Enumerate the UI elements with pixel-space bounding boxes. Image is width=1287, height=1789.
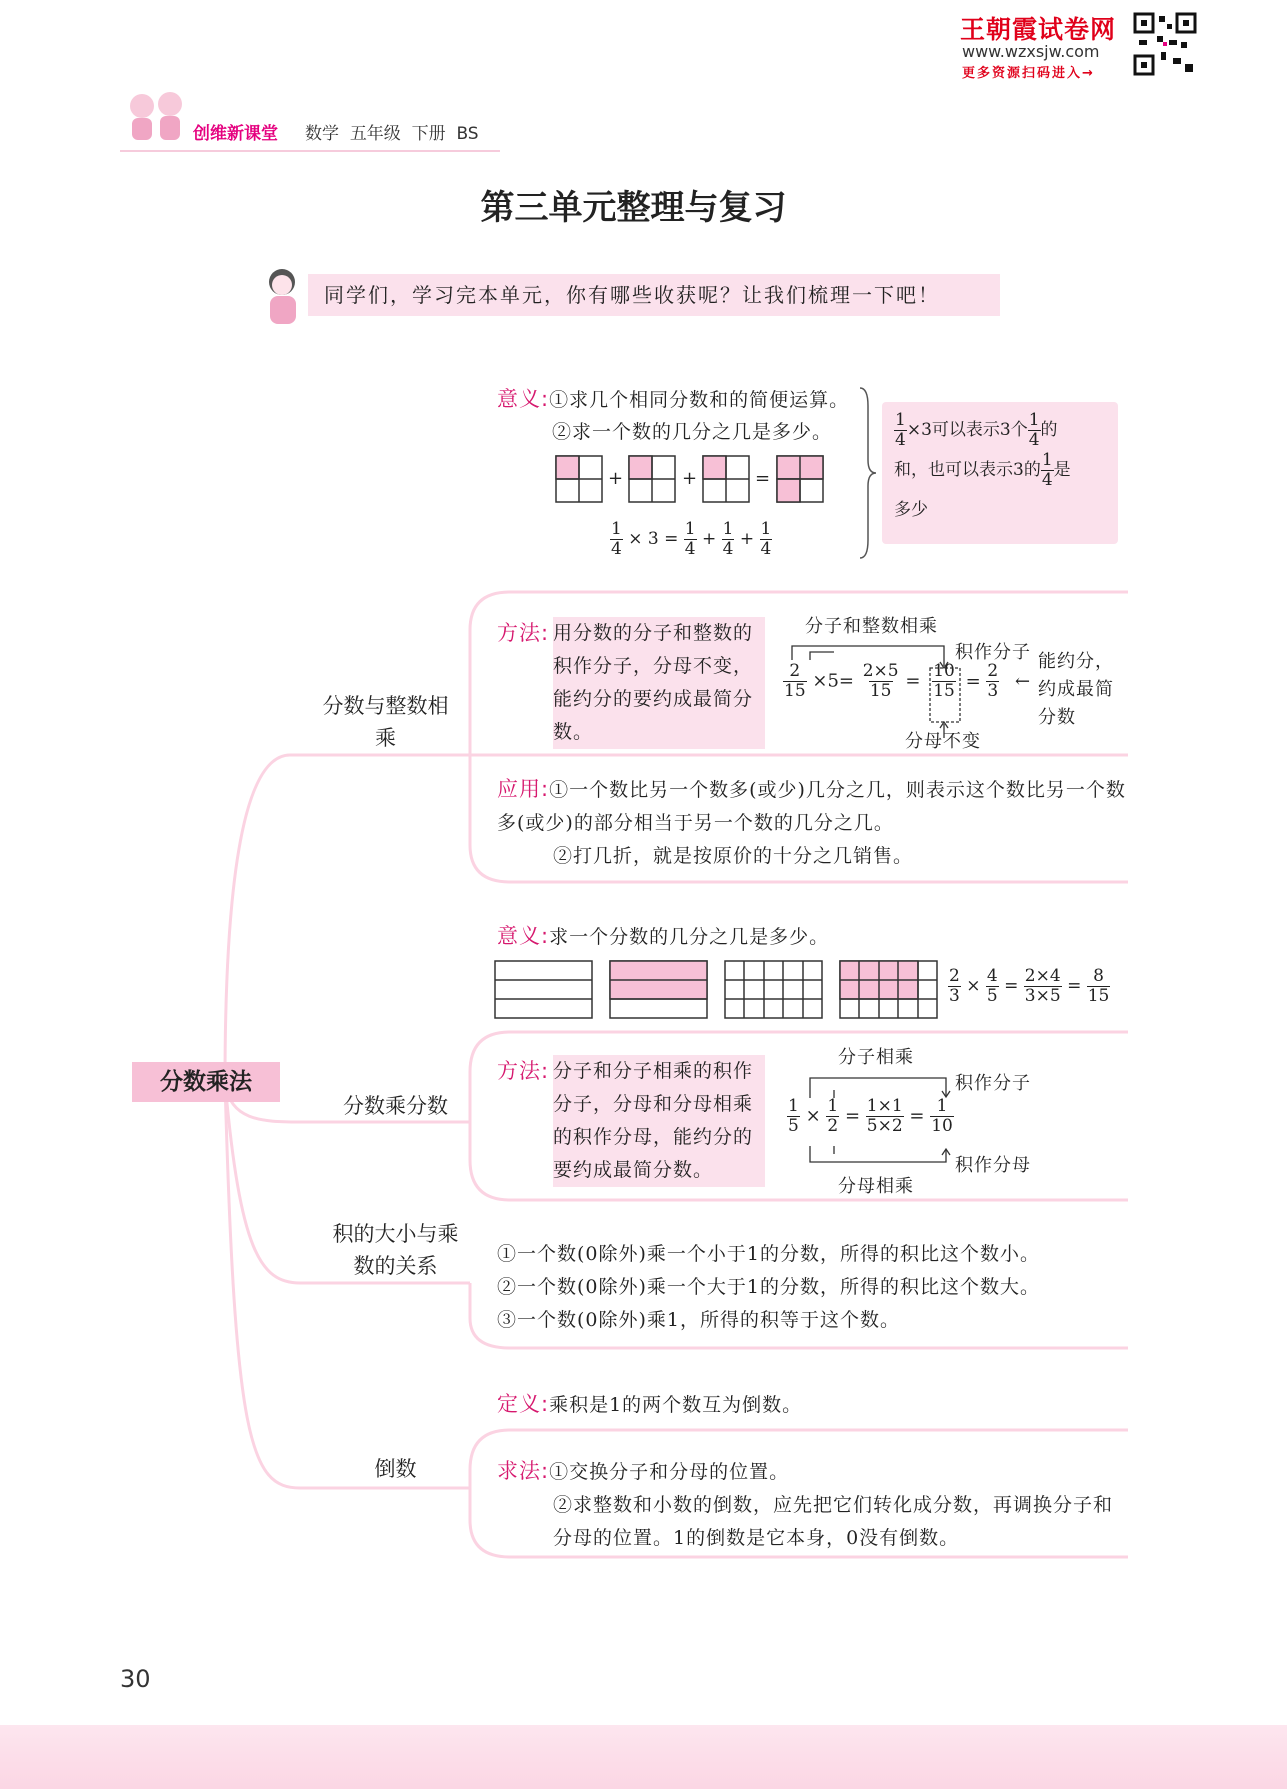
s1-method-equation: $\frac{2}{15}$ ×5= $\frac{2\times 5}{15}$ = $\frac{10}{15}$ = $\frac{2}{3}$ ← xyxy=(784,661,1031,701)
intro-banner: 同学们，学习完本单元，你有哪些收获呢？让我们梳理一下吧！ xyxy=(308,274,1000,316)
s1-note-box: $\frac{1}{4}$ ×3可以表示3个 $\frac{1}{4}$ 的 和，也可以表示3的 $\frac{1}{4}$ 是 多少 xyxy=(882,402,1118,544)
s1-application: 应用:①一个数比另一个数多(或少)几分之几，则表示这个数比另一个数多(或少)的部分相当于另一个数的几分之几。 ②打几折，就是按原价的十分之几销售。 xyxy=(497,777,1126,867)
s1-ann-top: 分子和整数相乘 xyxy=(805,616,938,637)
s1-ann-right: 能约分，约成最简分数 xyxy=(1038,651,1114,728)
book-info: 数学 五年级 下册 BS xyxy=(305,124,479,144)
s3-rule-2: ②一个数(0除外)乘一个大于1的分数，所得的积比这个数大。 xyxy=(497,1276,1041,1298)
topic-reciprocal: 倒数 xyxy=(374,1457,417,1481)
s3-rule-1: ①一个数(0除外)乘一个小于1的分数，所得的积比这个数小。 xyxy=(497,1243,1041,1265)
s4-definition: 定义:乘积是1的两个数互为倒数。 xyxy=(497,1392,803,1416)
equals-sign: = xyxy=(755,468,771,489)
s2-meaning-equation: $\frac{2}{3}$ × $\frac{4}{5}$ = $\frac{2\times 4}{3\times 5}$ = $\frac{8}{15}$ xyxy=(949,966,1110,1006)
root-node: 分数乘法 xyxy=(132,1062,280,1102)
plus-sign-2: + xyxy=(682,468,698,489)
s2-meaning: 意义:求一个分数的几分之几是多少。 xyxy=(497,924,830,948)
s1-meaning: 意义:①求几个相同分数和的简便运算。 xyxy=(497,387,850,411)
topic-product-size: 积的大小与乘数的关系 xyxy=(332,1222,459,1278)
s2-area-model-svg xyxy=(494,960,944,1020)
topic-fraction-times-fraction: 分数乘分数 xyxy=(343,1094,448,1118)
brace xyxy=(858,386,878,561)
s2-method: 方法: 分子和分子相乘的积作分子，分母和分母相乘的积作分母，能约分的要约成最简分数。 xyxy=(497,1055,765,1187)
s2-method-equation: $\frac{1}{5}$ × $\frac{1}{2}$ = $\frac{1\times 1}{5\times 2}$ = $\frac{1}{10}$ xyxy=(788,1096,953,1136)
topic-fraction-times-integer: 分数与整数相乘 xyxy=(322,694,449,750)
s2-ann-den: 积作分母 xyxy=(955,1155,1031,1176)
page-title: 第三单元整理与复习 xyxy=(480,188,787,228)
s1-ann-num: 积作分子 xyxy=(955,642,1031,663)
s2-ann-top: 分子相乘 xyxy=(838,1047,914,1068)
s3-rule-3: ③一个数(0除外)乘1，所得的积等于这个数。 xyxy=(497,1309,901,1331)
s1-equation: $\frac{1}{4}$ × 3 = $\frac{1}{4}$ + $\frac{1}{4}$ + $\frac{1}{4}$ xyxy=(611,519,772,559)
page-number: 30 xyxy=(120,1665,151,1693)
s1-meaning-2: ②求一个数的几分之几是多少。 xyxy=(552,421,833,443)
brand-name: 王朝霞试卷网 xyxy=(960,15,1117,44)
brand-slogan: 更多资源扫码进入→ xyxy=(962,66,1095,81)
footer-band xyxy=(0,1725,1287,1789)
s2-ann-num: 积作分子 xyxy=(955,1073,1031,1094)
plus-sign-1: + xyxy=(608,468,624,489)
s2-ann-bottom: 分母相乘 xyxy=(838,1176,914,1197)
s1-method: 方法: 用分数的分子和整数的积作分子，分母不变，能约分的要约成最简分数。 xyxy=(497,617,765,749)
s4-method: 求法:①交换分子和分母的位置。 ②求整数和小数的倒数，应先把它们转化成分数，再调换分子和分母的位置。1的倒数是它本身，0没有倒数。 xyxy=(497,1459,1114,1549)
series-name: 创维新课堂 xyxy=(193,124,278,144)
s1-ann-bottom: 分母不变 xyxy=(905,731,981,752)
s2-area-model xyxy=(494,960,944,1020)
s3-rules xyxy=(497,1238,1127,1337)
brand-url[interactable]: www.wzxsjw.com xyxy=(962,42,1100,61)
frac-a: $\frac{2}{15}$ xyxy=(784,661,806,701)
